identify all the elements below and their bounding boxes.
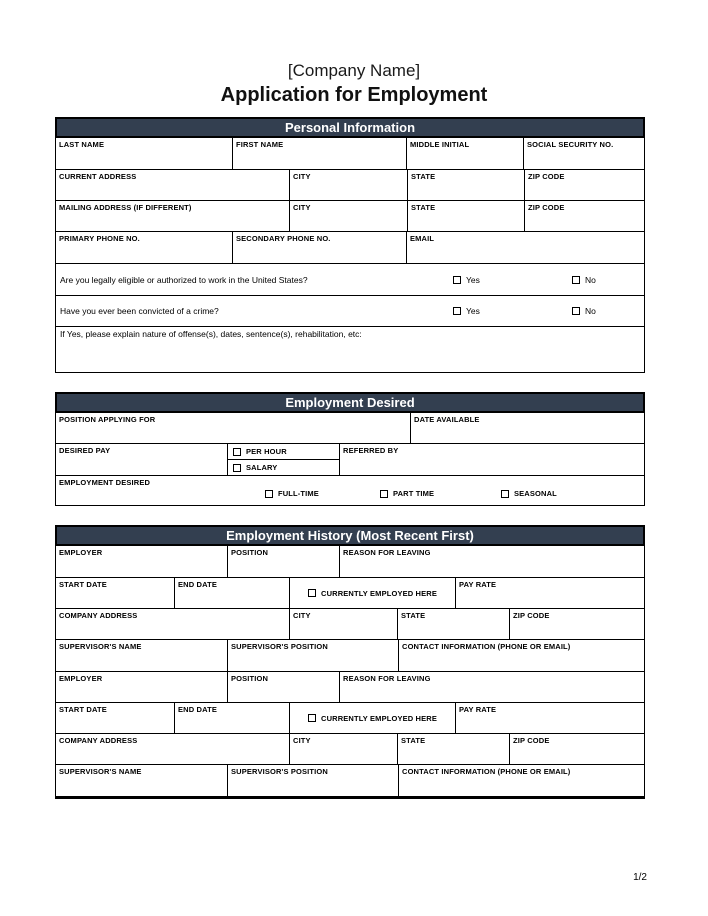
page-indicator: 1/2 [633, 872, 647, 883]
supervisor-row-2 [56, 764, 644, 796]
phone-email-row [56, 231, 644, 263]
convicted-yes-checkbox[interactable] [453, 307, 461, 315]
supervisor-row-1 [56, 639, 644, 671]
currently-employed-cell-1 [289, 578, 455, 608]
end-date-field-2[interactable] [174, 703, 289, 733]
form-area [55, 117, 645, 799]
middle-initial-label: MIDDLE INITIAL [410, 140, 470, 149]
current-state-label: STATE [411, 172, 436, 181]
company-address-label: COMPANY ADDRESS [59, 611, 138, 620]
current-zip-label: ZIP CODE [528, 172, 565, 181]
convicted-yes-group [453, 306, 572, 316]
reason-label: REASON FOR LEAVING [343, 674, 431, 683]
reason-label: REASON FOR LEAVING [343, 548, 431, 557]
currently-employed-label: CURRENTLY EMPLOYED HERE [321, 588, 437, 598]
contact-info-label: CONTACT INFORMATION (PHONE OR EMAIL) [402, 767, 571, 776]
seasonal-checkbox[interactable] [501, 490, 509, 498]
employment-type-cell [56, 476, 644, 505]
primary-phone-label: PRIMARY PHONE NO. [59, 234, 140, 243]
mailing-address-row [56, 200, 644, 231]
dates-row-1 [56, 577, 644, 608]
personal-information-table [55, 138, 645, 373]
full-time-label: FULL-TIME [278, 489, 319, 498]
secondary-phone-label: SECONDARY PHONE NO. [236, 234, 331, 243]
employment-history-table [55, 546, 645, 799]
convicted-question-row [56, 295, 644, 326]
employment-desired-header: Employment Desired [55, 392, 645, 413]
pay-type-cell [227, 444, 339, 475]
first-name-field[interactable] [232, 138, 406, 169]
middle-initial-field[interactable] [406, 138, 523, 169]
mailing-state-label: STATE [411, 203, 436, 212]
employer-row-1 [56, 546, 644, 577]
currently-employed-checkbox-1[interactable] [308, 589, 316, 597]
company-city-field-2[interactable] [289, 734, 397, 764]
first-name-label: FIRST NAME [236, 140, 284, 149]
mailing-city-field[interactable] [289, 201, 407, 231]
company-city-field-1[interactable] [289, 609, 397, 639]
supervisor-name-field-1[interactable] [56, 640, 227, 671]
name-row [56, 138, 644, 169]
position-field-2[interactable] [227, 672, 339, 702]
end-date-label: END DATE [178, 705, 217, 714]
desired-pay-row [56, 443, 644, 475]
pay-rate-label: PAY RATE [459, 580, 497, 589]
part-time-group [380, 489, 434, 498]
reason-field-1[interactable] [339, 546, 644, 577]
convicted-yes-label: Yes [466, 306, 480, 316]
position-label: POSITION [231, 674, 269, 683]
date-available-label: DATE AVAILABLE [414, 415, 480, 424]
company-address-row-1 [56, 608, 644, 639]
desired-pay-label: DESIRED PAY [59, 446, 111, 455]
company-zip-field-1[interactable] [509, 609, 644, 639]
company-address-field-1[interactable] [56, 609, 289, 639]
position-applying-field[interactable] [56, 413, 410, 443]
position-applying-label: POSITION APPLYING FOR [59, 415, 156, 424]
position-label: POSITION [231, 548, 269, 557]
mailing-state-field[interactable] [407, 201, 524, 231]
supervisor-position-field-1[interactable] [227, 640, 398, 671]
referred-by-label: REFERRED BY [343, 446, 399, 455]
employer-field-2[interactable] [56, 672, 227, 702]
secondary-phone-field[interactable] [232, 232, 406, 263]
document-title: Application for Employment [220, 84, 488, 106]
current-city-field[interactable] [289, 170, 407, 200]
date-available-field[interactable] [410, 413, 644, 443]
currently-employed-checkbox-2[interactable] [308, 714, 316, 722]
eligible-yes-group [453, 275, 572, 285]
seasonal-group [501, 489, 557, 498]
company-address-row-2 [56, 733, 644, 764]
eligible-no-label: No [585, 274, 596, 285]
current-city-label: CITY [293, 172, 311, 181]
supervisor-name-label: SUPERVISOR'S NAME [59, 642, 142, 651]
employment-type-row [56, 475, 644, 505]
pay-rate-field-1[interactable] [455, 578, 644, 608]
explain-field[interactable] [56, 327, 644, 372]
convicted-question-text: Have you ever been convicted of a crime? [60, 306, 219, 316]
email-field[interactable] [406, 232, 644, 263]
start-date-label: START DATE [59, 705, 107, 714]
convicted-no-group [572, 306, 644, 316]
current-zip-field[interactable] [524, 170, 644, 200]
dates-row-2 [56, 702, 644, 733]
employment-history-header: Employment History (Most Recent First) [55, 525, 645, 546]
current-address-field[interactable] [56, 170, 289, 200]
current-state-field[interactable] [407, 170, 524, 200]
company-city-label: CITY [293, 736, 311, 745]
company-zip-label: ZIP CODE [513, 611, 550, 620]
eligible-question-text: Are you legally eligible or authorized to work in the United States? [60, 274, 308, 285]
start-date-label: START DATE [59, 580, 107, 589]
supervisor-name-field-2[interactable] [56, 765, 227, 796]
ssn-field[interactable] [523, 138, 644, 169]
employer-label: EMPLOYER [59, 548, 103, 557]
company-state-field-2[interactable] [397, 734, 509, 764]
company-state-field-1[interactable] [397, 609, 509, 639]
full-time-checkbox[interactable] [265, 490, 273, 498]
contact-info-field-1[interactable] [398, 640, 644, 671]
employer-label: EMPLOYER [59, 674, 103, 683]
eligible-no-checkbox[interactable] [572, 276, 580, 284]
mailing-zip-field[interactable] [524, 201, 644, 231]
full-time-group [265, 489, 319, 498]
referred-by-field[interactable] [339, 444, 644, 475]
eligible-yes-label: Yes [466, 274, 480, 285]
company-state-label: STATE [401, 736, 426, 745]
contact-info-field-2[interactable] [398, 765, 644, 796]
company-address-label: COMPANY ADDRESS [59, 736, 138, 745]
per-hour-group [228, 444, 339, 459]
current-address-label: CURRENT ADDRESS [59, 172, 137, 181]
supervisor-position-label: SUPERVISOR'S POSITION [231, 767, 328, 776]
supervisor-position-field-2[interactable] [227, 765, 398, 796]
end-date-label: END DATE [178, 580, 217, 589]
supervisor-name-label: SUPERVISOR'S NAME [59, 767, 142, 776]
end-date-field-1[interactable] [174, 578, 289, 608]
last-name-label: LAST NAME [59, 140, 105, 149]
supervisor-position-label: SUPERVISOR'S POSITION [231, 642, 328, 651]
contact-info-label: CONTACT INFORMATION (PHONE OR EMAIL) [402, 642, 571, 651]
current-address-row [56, 169, 644, 200]
mailing-address-field[interactable] [56, 201, 289, 231]
explain-row [56, 326, 644, 372]
convicted-no-label: No [585, 306, 596, 316]
currently-employed-label: CURRENTLY EMPLOYED HERE [321, 713, 437, 723]
eligible-yes-checkbox[interactable] [453, 276, 461, 284]
pay-rate-label: PAY RATE [459, 705, 497, 714]
company-zip-label: ZIP CODE [513, 736, 550, 745]
desired-pay-field[interactable] [56, 444, 227, 475]
company-name: [Company Name] [287, 61, 421, 80]
start-date-field-2[interactable] [56, 703, 174, 733]
convicted-no-checkbox[interactable] [572, 307, 580, 315]
per-hour-checkbox[interactable] [233, 448, 241, 456]
personal-information-section [55, 117, 645, 373]
ssn-label: SOCIAL SECURITY NO. [527, 140, 614, 149]
company-state-label: STATE [401, 611, 426, 620]
mailing-address-label: MAILING ADDRESS (IF DIFFERENT) [59, 203, 192, 212]
employment-desired-section [55, 392, 645, 506]
start-date-field-1[interactable] [56, 578, 174, 608]
seasonal-label: SEASONAL [514, 489, 557, 498]
currently-employed-cell-2 [289, 703, 455, 733]
employer-field-1[interactable] [56, 546, 227, 577]
position-date-row [56, 413, 644, 443]
salary-group [228, 459, 339, 475]
mailing-zip-label: ZIP CODE [528, 203, 565, 212]
reason-field-2[interactable] [339, 672, 644, 702]
per-hour-label: PER HOUR [246, 447, 287, 456]
company-zip-field-2[interactable] [509, 734, 644, 764]
salary-checkbox[interactable] [233, 464, 241, 472]
salary-label: SALARY [246, 463, 278, 472]
part-time-label: PART TIME [393, 489, 435, 498]
eligible-no-group [572, 275, 644, 285]
personal-information-header: Personal Information [55, 117, 645, 138]
explain-label: If Yes, please explain nature of offense(s), dates, sentence(s), rehabilitation, etc: [60, 329, 362, 339]
eligible-question-row [56, 263, 644, 295]
company-city-label: CITY [293, 611, 311, 620]
primary-phone-field[interactable] [56, 232, 232, 263]
employment-desired-label: EMPLOYMENT DESIRED [59, 478, 151, 487]
email-label: EMAIL [410, 234, 435, 243]
company-address-field-2[interactable] [56, 734, 289, 764]
last-name-field[interactable] [56, 138, 232, 169]
pay-rate-field-2[interactable] [455, 703, 644, 733]
position-field-1[interactable] [227, 546, 339, 577]
part-time-checkbox[interactable] [380, 490, 388, 498]
employment-history-section [55, 525, 645, 799]
employer-row-2 [56, 671, 644, 702]
employment-desired-table [55, 413, 645, 506]
mailing-city-label: CITY [293, 203, 311, 212]
